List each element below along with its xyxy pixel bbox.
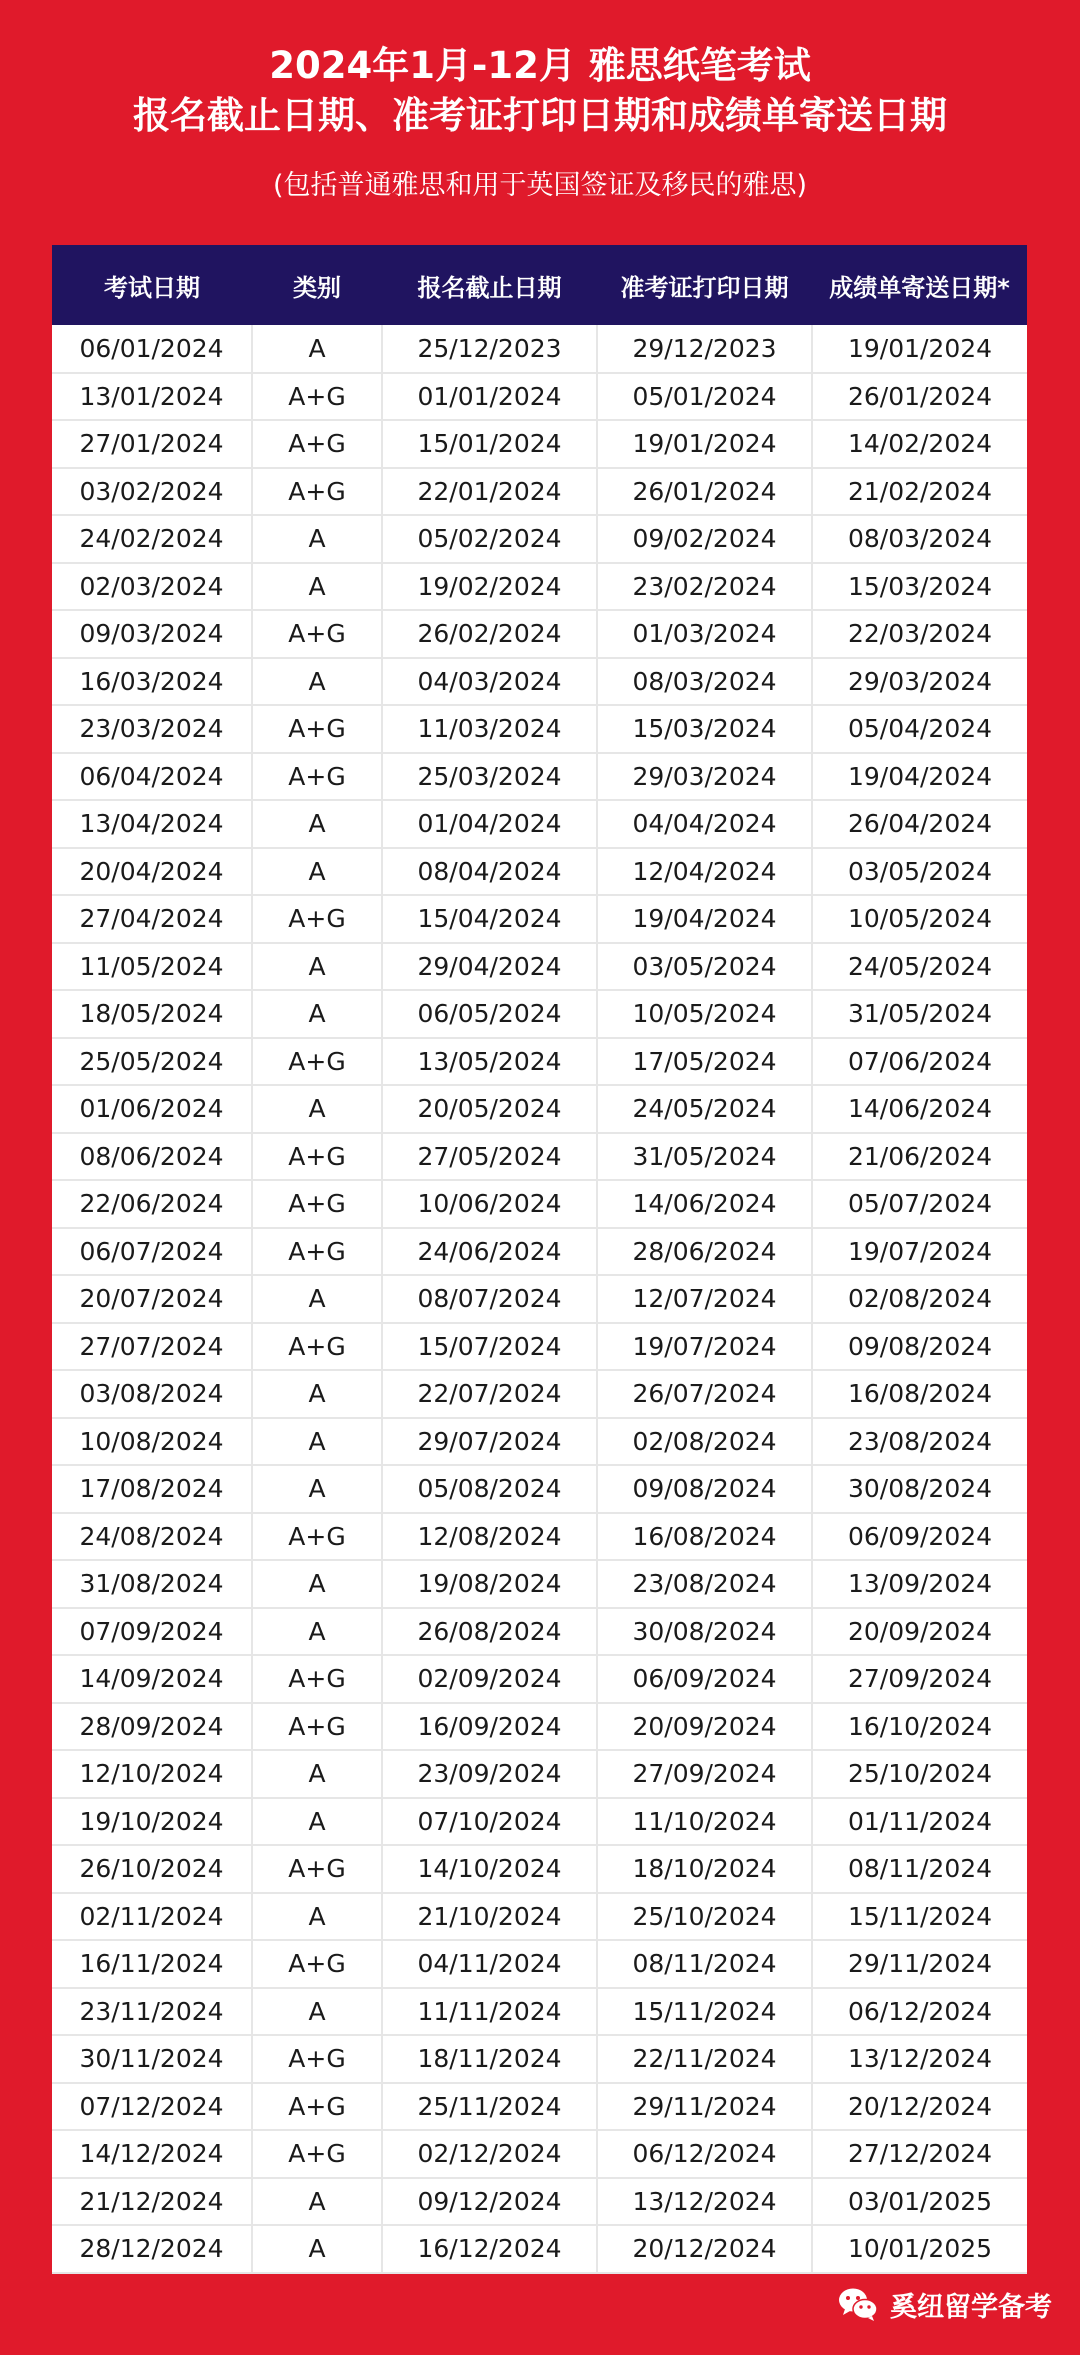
registration-deadline-cell: 04/11/2024 <box>382 1940 597 1988</box>
table-row <box>52 2035 1027 2083</box>
test-date-cell: 06/04/2024 <box>52 753 252 801</box>
registration-deadline-cell: 21/10/2024 <box>382 1893 597 1941</box>
schedule-table <box>52 245 1027 2274</box>
registration-deadline-cell: 02/12/2024 <box>382 2130 597 2178</box>
result-mailing-date-cell: 21/02/2024 <box>812 468 1027 516</box>
test-date-cell: 23/11/2024 <box>52 1988 252 2036</box>
test-date-cell: 28/09/2024 <box>52 1703 252 1751</box>
admission-print-date-cell: 18/10/2024 <box>597 1845 812 1893</box>
registration-deadline-cell: 01/04/2024 <box>382 800 597 848</box>
result-mailing-date-cell: 30/08/2024 <box>812 1465 1027 1513</box>
registration-deadline-cell: 15/04/2024 <box>382 895 597 943</box>
table-row <box>52 1560 1027 1608</box>
result-mailing-date-cell: 01/11/2024 <box>812 1798 1027 1846</box>
test-date-cell: 01/06/2024 <box>52 1085 252 1133</box>
table-row <box>52 1370 1027 1418</box>
registration-deadline-cell: 13/05/2024 <box>382 1038 597 1086</box>
page-subtitle: (包括普通雅思和用于英国签证及移民的雅思) <box>272 170 808 201</box>
test-date-cell: 13/04/2024 <box>52 800 252 848</box>
registration-deadline-cell: 18/11/2024 <box>382 2035 597 2083</box>
table-row <box>52 2225 1027 2273</box>
table-row <box>52 1940 1027 1988</box>
result-mailing-date-cell: 03/05/2024 <box>812 848 1027 896</box>
category-cell: A <box>252 1465 382 1513</box>
test-date-cell: 08/06/2024 <box>52 1133 252 1181</box>
registration-deadline-cell: 16/12/2024 <box>382 2225 597 2273</box>
table-row <box>52 468 1027 516</box>
table-row <box>52 373 1027 421</box>
test-date-cell: 14/12/2024 <box>52 2130 252 2178</box>
table-row <box>52 1085 1027 1133</box>
column-header-category: 类别 <box>293 273 341 302</box>
result-mailing-date-cell: 20/12/2024 <box>812 2083 1027 2131</box>
admission-print-date-cell: 26/01/2024 <box>597 468 812 516</box>
test-date-cell: 20/07/2024 <box>52 1275 252 1323</box>
admission-print-date-cell: 13/12/2024 <box>597 2178 812 2226</box>
admission-print-date-cell: 15/11/2024 <box>597 1988 812 2036</box>
category-cell: A+G <box>252 1323 382 1371</box>
category-cell: A+G <box>252 705 382 753</box>
category-cell: A <box>252 1560 382 1608</box>
column-header-test-date: 考试日期 <box>104 273 200 302</box>
table-row <box>52 1608 1027 1656</box>
category-cell: A <box>252 1275 382 1323</box>
result-mailing-date-cell: 22/03/2024 <box>812 610 1027 658</box>
registration-deadline-cell: 29/07/2024 <box>382 1418 597 1466</box>
table-row <box>52 2130 1027 2178</box>
test-date-cell: 27/04/2024 <box>52 895 252 943</box>
table-row <box>52 800 1027 848</box>
registration-deadline-cell: 24/06/2024 <box>382 1228 597 1276</box>
result-mailing-date-cell: 25/10/2024 <box>812 1750 1027 1798</box>
registration-deadline-cell: 07/10/2024 <box>382 1798 597 1846</box>
category-cell: A <box>252 800 382 848</box>
result-mailing-date-cell: 29/03/2024 <box>812 658 1027 706</box>
category-cell: A+G <box>252 373 382 421</box>
result-mailing-date-cell: 14/06/2024 <box>812 1085 1027 1133</box>
test-date-cell: 14/09/2024 <box>52 1655 252 1703</box>
category-cell: A <box>252 563 382 611</box>
category-cell: A <box>252 1988 382 2036</box>
test-date-cell: 17/08/2024 <box>52 1465 252 1513</box>
registration-deadline-cell: 15/01/2024 <box>382 420 597 468</box>
test-date-cell: 26/10/2024 <box>52 1845 252 1893</box>
table-row <box>52 895 1027 943</box>
category-cell: A+G <box>252 1038 382 1086</box>
table-row <box>52 705 1027 753</box>
registration-deadline-cell: 05/08/2024 <box>382 1465 597 1513</box>
test-date-cell: 27/07/2024 <box>52 1323 252 1371</box>
admission-print-date-cell: 23/08/2024 <box>597 1560 812 1608</box>
table-row <box>52 1513 1027 1561</box>
table-row <box>52 753 1027 801</box>
admission-print-date-cell: 19/07/2024 <box>597 1323 812 1371</box>
test-date-cell: 31/08/2024 <box>52 1560 252 1608</box>
category-cell: A+G <box>252 420 382 468</box>
admission-print-date-cell: 12/04/2024 <box>597 848 812 896</box>
category-cell: A <box>252 1798 382 1846</box>
registration-deadline-cell: 02/09/2024 <box>382 1655 597 1703</box>
test-date-cell: 03/02/2024 <box>52 468 252 516</box>
category-cell: A+G <box>252 895 382 943</box>
test-date-cell: 07/09/2024 <box>52 1608 252 1656</box>
page-title-line1: 2024年1月-12月 雅思纸笔考试 <box>269 44 811 87</box>
category-cell: A <box>252 2178 382 2226</box>
table-row <box>52 1418 1027 1466</box>
test-date-cell: 09/03/2024 <box>52 610 252 658</box>
table-row <box>52 2083 1027 2131</box>
table-row <box>52 563 1027 611</box>
result-mailing-date-cell: 10/05/2024 <box>812 895 1027 943</box>
admission-print-date-cell: 06/12/2024 <box>597 2130 812 2178</box>
test-date-cell: 23/03/2024 <box>52 705 252 753</box>
table-row <box>52 1798 1027 1846</box>
admission-print-date-cell: 14/06/2024 <box>597 1180 812 1228</box>
registration-deadline-cell: 08/04/2024 <box>382 848 597 896</box>
registration-deadline-cell: 26/08/2024 <box>382 1608 597 1656</box>
table-row <box>52 1750 1027 1798</box>
result-mailing-date-cell: 19/01/2024 <box>812 325 1027 373</box>
table-row <box>52 610 1027 658</box>
test-date-cell: 27/01/2024 <box>52 420 252 468</box>
test-date-cell: 24/08/2024 <box>52 1513 252 1561</box>
table-row <box>52 1655 1027 1703</box>
admission-print-date-cell: 28/06/2024 <box>597 1228 812 1276</box>
test-date-cell: 22/06/2024 <box>52 1180 252 1228</box>
category-cell: A+G <box>252 1845 382 1893</box>
result-mailing-date-cell: 21/06/2024 <box>812 1133 1027 1181</box>
admission-print-date-cell: 06/09/2024 <box>597 1655 812 1703</box>
test-date-cell: 13/01/2024 <box>52 373 252 421</box>
registration-deadline-cell: 04/03/2024 <box>382 658 597 706</box>
test-date-cell: 24/02/2024 <box>52 515 252 563</box>
admission-print-date-cell: 03/05/2024 <box>597 943 812 991</box>
category-cell: A <box>252 848 382 896</box>
category-cell: A <box>252 325 382 373</box>
category-cell: A+G <box>252 468 382 516</box>
table-row <box>52 1845 1027 1893</box>
category-cell: A <box>252 658 382 706</box>
admission-print-date-cell: 05/01/2024 <box>597 373 812 421</box>
table-row <box>52 943 1027 991</box>
result-mailing-date-cell: 09/08/2024 <box>812 1323 1027 1371</box>
registration-deadline-cell: 25/03/2024 <box>382 753 597 801</box>
category-cell: A+G <box>252 1228 382 1276</box>
category-cell: A+G <box>252 1703 382 1751</box>
result-mailing-date-cell: 06/12/2024 <box>812 1988 1027 2036</box>
category-cell: A+G <box>252 610 382 658</box>
admission-print-date-cell: 09/08/2024 <box>597 1465 812 1513</box>
admission-print-date-cell: 04/04/2024 <box>597 800 812 848</box>
table-row <box>52 1988 1027 2036</box>
result-mailing-date-cell: 07/06/2024 <box>812 1038 1027 1086</box>
admission-print-date-cell: 20/09/2024 <box>597 1703 812 1751</box>
result-mailing-date-cell: 06/09/2024 <box>812 1513 1027 1561</box>
table-row <box>52 1180 1027 1228</box>
category-cell: A <box>252 943 382 991</box>
registration-deadline-cell: 19/02/2024 <box>382 563 597 611</box>
admission-print-date-cell: 12/07/2024 <box>597 1275 812 1323</box>
admission-print-date-cell: 29/12/2023 <box>597 325 812 373</box>
category-cell: A+G <box>252 1940 382 1988</box>
test-date-cell: 11/05/2024 <box>52 943 252 991</box>
result-mailing-date-cell: 20/09/2024 <box>812 1608 1027 1656</box>
column-header-registration-deadline: 报名截止日期 <box>417 273 562 302</box>
result-mailing-date-cell: 23/08/2024 <box>812 1418 1027 1466</box>
admission-print-date-cell: 11/10/2024 <box>597 1798 812 1846</box>
test-date-cell: 02/11/2024 <box>52 1893 252 1941</box>
admission-print-date-cell: 15/03/2024 <box>597 705 812 753</box>
category-cell: A <box>252 1370 382 1418</box>
registration-deadline-cell: 27/05/2024 <box>382 1133 597 1181</box>
registration-deadline-cell: 09/12/2024 <box>382 2178 597 2226</box>
table-row <box>52 1323 1027 1371</box>
category-cell: A <box>252 990 382 1038</box>
category-cell: A+G <box>252 2035 382 2083</box>
wechat-icon <box>836 2282 880 2326</box>
category-cell: A <box>252 515 382 563</box>
watermark <box>836 2282 1052 2326</box>
result-mailing-date-cell: 14/02/2024 <box>812 420 1027 468</box>
admission-print-date-cell: 29/11/2024 <box>597 2083 812 2131</box>
result-mailing-date-cell: 26/01/2024 <box>812 373 1027 421</box>
admission-print-date-cell: 26/07/2024 <box>597 1370 812 1418</box>
registration-deadline-cell: 22/01/2024 <box>382 468 597 516</box>
registration-deadline-cell: 11/11/2024 <box>382 1988 597 2036</box>
test-date-cell: 10/08/2024 <box>52 1418 252 1466</box>
admission-print-date-cell: 23/02/2024 <box>597 563 812 611</box>
registration-deadline-cell: 29/04/2024 <box>382 943 597 991</box>
admission-print-date-cell: 01/03/2024 <box>597 610 812 658</box>
registration-deadline-cell: 06/05/2024 <box>382 990 597 1038</box>
admission-print-date-cell: 20/12/2024 <box>597 2225 812 2273</box>
registration-deadline-cell: 20/05/2024 <box>382 1085 597 1133</box>
table-row <box>52 990 1027 1038</box>
registration-deadline-cell: 25/11/2024 <box>382 2083 597 2131</box>
table-row <box>52 1038 1027 1086</box>
result-mailing-date-cell: 19/07/2024 <box>812 1228 1027 1276</box>
result-mailing-date-cell: 24/05/2024 <box>812 943 1027 991</box>
result-mailing-date-cell: 05/07/2024 <box>812 1180 1027 1228</box>
test-date-cell: 12/10/2024 <box>52 1750 252 1798</box>
result-mailing-date-cell: 19/04/2024 <box>812 753 1027 801</box>
test-date-cell: 20/04/2024 <box>52 848 252 896</box>
table-row <box>52 515 1027 563</box>
registration-deadline-cell: 14/10/2024 <box>382 1845 597 1893</box>
table-row <box>52 658 1027 706</box>
test-date-cell: 07/12/2024 <box>52 2083 252 2131</box>
result-mailing-date-cell: 31/05/2024 <box>812 990 1027 1038</box>
table-row <box>52 1703 1027 1751</box>
category-cell: A <box>252 1750 382 1798</box>
registration-deadline-cell: 26/02/2024 <box>382 610 597 658</box>
category-cell: A+G <box>252 753 382 801</box>
category-cell: A+G <box>252 1655 382 1703</box>
result-mailing-date-cell: 15/03/2024 <box>812 563 1027 611</box>
registration-deadline-cell: 15/07/2024 <box>382 1323 597 1371</box>
table-row <box>52 420 1027 468</box>
test-date-cell: 06/01/2024 <box>52 325 252 373</box>
category-cell: A+G <box>252 1513 382 1561</box>
admission-print-date-cell: 08/03/2024 <box>597 658 812 706</box>
test-date-cell: 16/11/2024 <box>52 1940 252 1988</box>
test-date-cell: 16/03/2024 <box>52 658 252 706</box>
category-cell: A <box>252 1893 382 1941</box>
test-date-cell: 02/03/2024 <box>52 563 252 611</box>
result-mailing-date-cell: 16/08/2024 <box>812 1370 1027 1418</box>
page-title-line2: 报名截止日期、准考证打印日期和成绩单寄送日期 <box>133 94 947 137</box>
column-header-admission-print-date: 准考证打印日期 <box>620 273 789 302</box>
result-mailing-date-cell: 16/10/2024 <box>812 1703 1027 1751</box>
watermark-text: 奚纽留学备考 <box>890 2291 1052 2323</box>
registration-deadline-cell: 05/02/2024 <box>382 515 597 563</box>
result-mailing-date-cell: 26/04/2024 <box>812 800 1027 848</box>
result-mailing-date-cell: 15/11/2024 <box>812 1893 1027 1941</box>
admission-print-date-cell: 08/11/2024 <box>597 1940 812 1988</box>
admission-print-date-cell: 19/01/2024 <box>597 420 812 468</box>
admission-print-date-cell: 19/04/2024 <box>597 895 812 943</box>
admission-print-date-cell: 02/08/2024 <box>597 1418 812 1466</box>
table-row <box>52 1275 1027 1323</box>
result-mailing-date-cell: 27/09/2024 <box>812 1655 1027 1703</box>
test-date-cell: 25/05/2024 <box>52 1038 252 1086</box>
admission-print-date-cell: 27/09/2024 <box>597 1750 812 1798</box>
test-date-cell: 30/11/2024 <box>52 2035 252 2083</box>
result-mailing-date-cell: 13/12/2024 <box>812 2035 1027 2083</box>
category-cell: A <box>252 1085 382 1133</box>
admission-print-date-cell: 30/08/2024 <box>597 1608 812 1656</box>
test-date-cell: 19/10/2024 <box>52 1798 252 1846</box>
test-date-cell: 21/12/2024 <box>52 2178 252 2226</box>
registration-deadline-cell: 08/07/2024 <box>382 1275 597 1323</box>
registration-deadline-cell: 23/09/2024 <box>382 1750 597 1798</box>
result-mailing-date-cell: 13/09/2024 <box>812 1560 1027 1608</box>
result-mailing-date-cell: 08/03/2024 <box>812 515 1027 563</box>
admission-print-date-cell: 31/05/2024 <box>597 1133 812 1181</box>
table-body <box>52 325 1027 2273</box>
category-cell: A+G <box>252 1180 382 1228</box>
result-mailing-date-cell: 02/08/2024 <box>812 1275 1027 1323</box>
table-row <box>52 1133 1027 1181</box>
table-row <box>52 325 1027 373</box>
result-mailing-date-cell: 27/12/2024 <box>812 2130 1027 2178</box>
table-row <box>52 1465 1027 1513</box>
result-mailing-date-cell: 10/01/2025 <box>812 2225 1027 2273</box>
registration-deadline-cell: 19/08/2024 <box>382 1560 597 1608</box>
registration-deadline-cell: 25/12/2023 <box>382 325 597 373</box>
registration-deadline-cell: 10/06/2024 <box>382 1180 597 1228</box>
registration-deadline-cell: 11/03/2024 <box>382 705 597 753</box>
registration-deadline-cell: 12/08/2024 <box>382 1513 597 1561</box>
admission-print-date-cell: 17/05/2024 <box>597 1038 812 1086</box>
admission-print-date-cell: 09/02/2024 <box>597 515 812 563</box>
table-row <box>52 1893 1027 1941</box>
admission-print-date-cell: 29/03/2024 <box>597 753 812 801</box>
registration-deadline-cell: 22/07/2024 <box>382 1370 597 1418</box>
result-mailing-date-cell: 03/01/2025 <box>812 2178 1027 2226</box>
category-cell: A+G <box>252 2083 382 2131</box>
admission-print-date-cell: 10/05/2024 <box>597 990 812 1038</box>
category-cell: A <box>252 2225 382 2273</box>
admission-print-date-cell: 24/05/2024 <box>597 1085 812 1133</box>
category-cell: A+G <box>252 2130 382 2178</box>
admission-print-date-cell: 25/10/2024 <box>597 1893 812 1941</box>
admission-print-date-cell: 22/11/2024 <box>597 2035 812 2083</box>
table-row <box>52 2178 1027 2226</box>
registration-deadline-cell: 16/09/2024 <box>382 1703 597 1751</box>
result-mailing-date-cell: 08/11/2024 <box>812 1845 1027 1893</box>
test-date-cell: 28/12/2024 <box>52 2225 252 2273</box>
table-row <box>52 848 1027 896</box>
category-cell: A <box>252 1418 382 1466</box>
result-mailing-date-cell: 29/11/2024 <box>812 1940 1027 1988</box>
test-date-cell: 03/08/2024 <box>52 1370 252 1418</box>
test-date-cell: 06/07/2024 <box>52 1228 252 1276</box>
admission-print-date-cell: 16/08/2024 <box>597 1513 812 1561</box>
test-date-cell: 18/05/2024 <box>52 990 252 1038</box>
table-row <box>52 1228 1027 1276</box>
table-header-row <box>52 245 1027 325</box>
category-cell: A+G <box>252 1133 382 1181</box>
registration-deadline-cell: 01/01/2024 <box>382 373 597 421</box>
column-header-result-mailing-date: 成绩单寄送日期* <box>829 273 1010 302</box>
schedule-table-container <box>52 245 1027 2274</box>
category-cell: A <box>252 1608 382 1656</box>
result-mailing-date-cell: 05/04/2024 <box>812 705 1027 753</box>
